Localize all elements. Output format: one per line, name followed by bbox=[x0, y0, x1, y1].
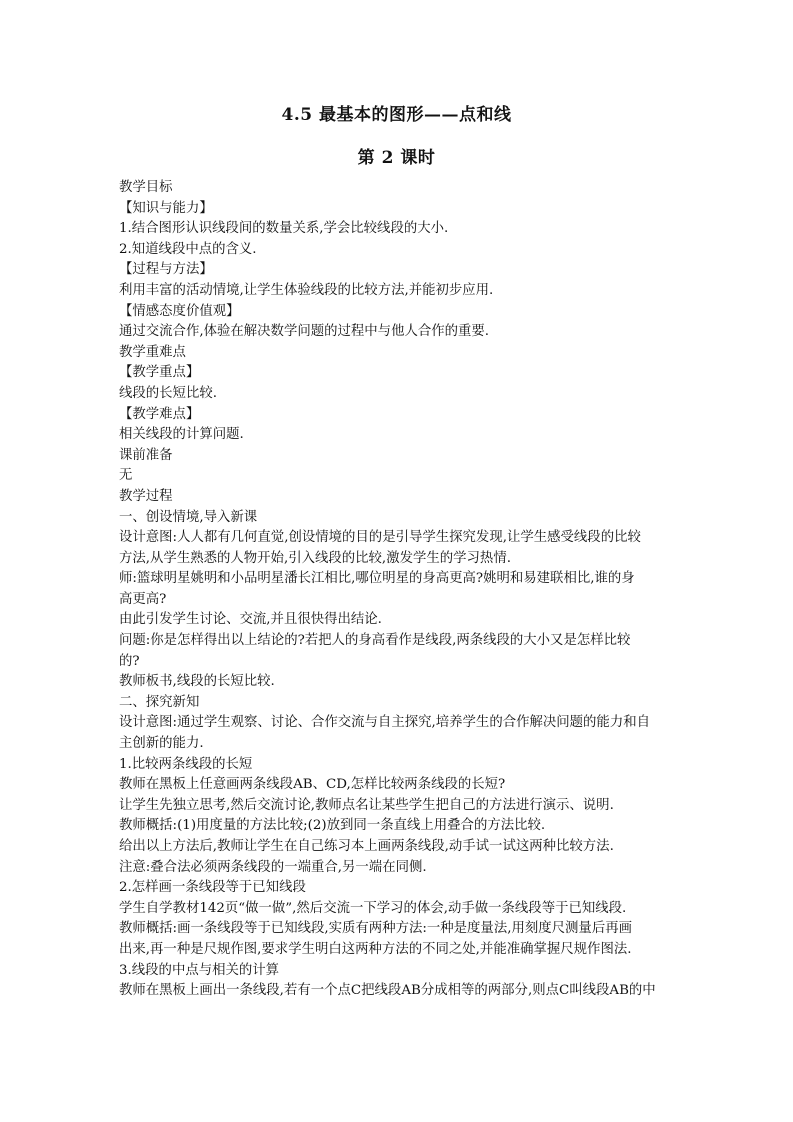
body-line: 注意:叠合法必须两条线段的一端重合,另一端在同侧. bbox=[119, 859, 427, 875]
body-line: 设计意图:人人都有几何直觉,创设情境的目的是引导学生探究发现,让学生感受线段的比较 bbox=[119, 530, 641, 546]
document-body bbox=[119, 178, 679, 1002]
sub-heading: 【过程与方法】 bbox=[119, 262, 213, 278]
body-line: 问题:你是怎样得出以上结论的?若把人的身高看作是线段,两条线段的大小又是怎样比较 bbox=[119, 633, 631, 649]
body-line: 的? bbox=[119, 653, 140, 669]
body-line: 无 bbox=[119, 468, 133, 484]
body-line: 让学生先独立思考,然后交流讨论,教师点名让某些学生把自己的方法进行演示、说明. bbox=[119, 797, 614, 813]
body-line: 线段的长短比较. bbox=[119, 385, 217, 401]
body-line: 主创新的能力. bbox=[119, 736, 204, 752]
sub-heading: 【教学难点】 bbox=[119, 406, 200, 422]
sub-heading: 1.比较两条线段的长短 bbox=[119, 756, 253, 772]
body-line: 教师板书,线段的长短比较. bbox=[119, 674, 275, 690]
body-line: 给出以上方法后,教师让学生在自己练习本上画两条线段,动手试一试这两种比较方法. bbox=[119, 839, 614, 854]
body-line: 2.知道线段中点的含义. bbox=[119, 241, 257, 257]
body-line: 通过交流合作,体验在解决数学问题的过程中与他人合作的重要. bbox=[119, 324, 490, 340]
body-line: 教师在黑板上任意画两条线段AB、CD,怎样比较两条线段的长短? bbox=[119, 777, 506, 793]
body-line: 方法,从学生熟悉的人物开始,引入线段的比较,激发学生的学习热情. bbox=[119, 550, 511, 566]
body-line: 教师在黑板上画出一条线段,若有一个点C把线段AB分成相等的两部分,则点C叫线段AB的中 bbox=[119, 983, 656, 999]
sub-heading: 3.线段的中点与相关的计算 bbox=[119, 962, 280, 978]
section-heading: 课前准备 bbox=[119, 447, 173, 463]
sub-heading: 2.怎样画一条线段等于已知线段 bbox=[119, 880, 306, 896]
document-subtitle: 第 2 课时 bbox=[357, 148, 436, 168]
body-line: 师:篮球明星姚明和小品明星潘长江相比,哪位明星的身高更高?姚明和易建联相比,谁的身 bbox=[119, 571, 635, 587]
sub-heading: 【情感态度价值观】 bbox=[119, 303, 240, 319]
body-line: 1.结合图形认识线段间的数量关系,学会比较线段的大小. bbox=[119, 221, 449, 237]
sub-heading: 【教学重点】 bbox=[119, 365, 200, 381]
body-line: 相关线段的计算问题. bbox=[119, 427, 244, 443]
sub-heading: 【知识与能力】 bbox=[119, 200, 213, 216]
body-line: 教师概括:画一条线段等于已知线段,实质有两种方法:一种是度量法,用刻度尺测量后再画 bbox=[119, 921, 632, 937]
body-line: 利用丰富的活动情境,让学生体验线段的比较方法,并能初步应用. bbox=[119, 282, 494, 298]
body-line: 学生自学教材142页“做一做”,然后交流一下学习的体会,动手做一条线段等于已知线段. bbox=[119, 900, 627, 916]
sub-heading: 一、创设情境,导入新课 bbox=[119, 509, 258, 525]
section-heading: 教学重难点 bbox=[119, 344, 186, 360]
body-line: 教师概括:(1)用度量的方法比较;(2)放到同一条直线上用叠合的方法比较. bbox=[119, 818, 546, 834]
body-line: 高更高? bbox=[119, 591, 167, 607]
section-heading: 教学过程 bbox=[119, 488, 173, 504]
body-line: 设计意图:通过学生观察、讨论、合作交流与自主探究,培养学生的合作解决问题的能力和自 bbox=[119, 715, 650, 731]
document-title: 4.5 最基本的图形——点和线 bbox=[281, 105, 512, 125]
body-line: 出来,再一种是尺规作图,要求学生明白这两种方法的不同之处,并能准确掌握尺规作图法. bbox=[119, 941, 632, 957]
section-heading: 教学目标 bbox=[119, 180, 173, 195]
body-line: 由此引发学生讨论、交流,并且很快得出结论. bbox=[119, 612, 382, 628]
sub-heading: 二、探究新知 bbox=[119, 694, 200, 710]
